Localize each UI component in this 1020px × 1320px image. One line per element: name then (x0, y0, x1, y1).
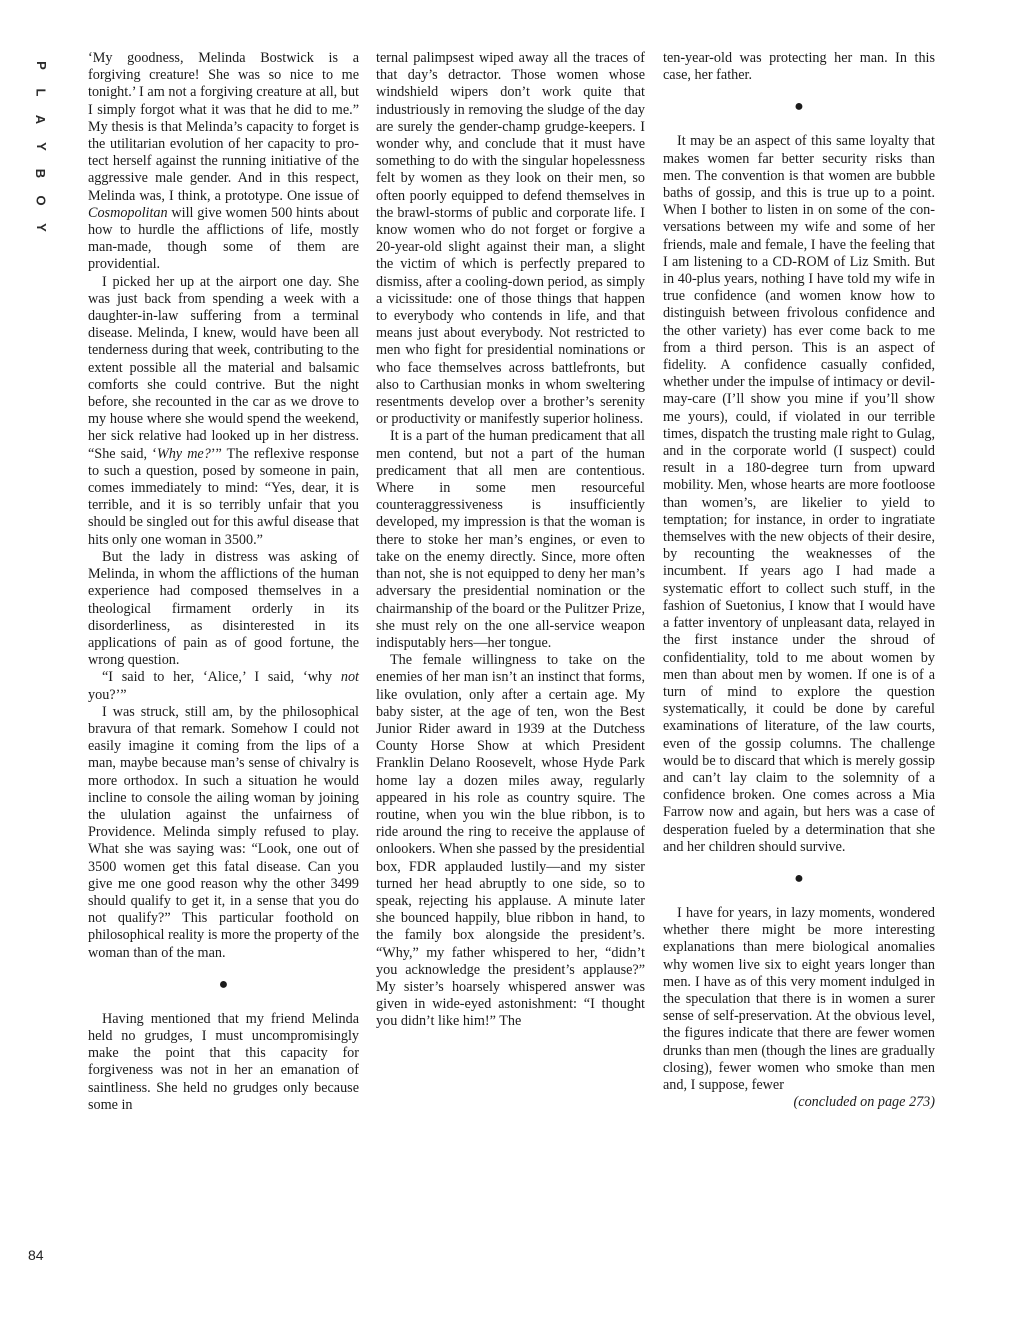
masthead-letter: A (33, 114, 49, 125)
paragraph: It is a part of the human predicament that all men contend, but not a part of the human predicament that all men are contentious. Where in some men resourceful counteraggressiveness is insufficiently developed, my impression is that the woman is there to stoke her man’s engines, or even to take on the enemy directly. Since, more often than not, she is not equipped to deny her man’s adversary the presidential nomination or the chairmanship of the board or the Pulitzer Prize, she must rely on the one all-service weapon indisputably hers—her tongue. (376, 428, 645, 651)
paragraph: ternal palimpsest wiped away all the traces of that day’s detractor. Those women whose windshield wipers don’t work quite that industriously in removing the sludge of the day are surely the gender-champ grudge-keepers. I wonder why, and conclude that it must have something to do with the singular hopelessness felt by women as they look on their men, so often poorly equipped to defend themselves in the brawl-storms of public and corporate life. I know women who do not forget or forgive a 20-year-old slight against their man, a slight the victim of which is perfectly prepared to dismiss, after a cooling-down period, as simply a vicissitude: one of those things that happen to everybody who contends in life, and that means just about everybody. Not restricted to men who fight for presidential nominations or who face themselves across battlefronts, but also to Carthusian monks in whom sweltering resentments develop over a brother’s serenity or productivity or manifestly superior holiness. (376, 50, 645, 428)
text-column-2 (376, 50, 645, 1031)
paragraph: ten-year-old was protecting her man. In this case, her father. (663, 50, 935, 84)
playboy-masthead (28, 52, 54, 241)
paragraph: I was struck, still am, by the philosophical bravura of that remark. Somehow I could not easily imagine it coming from the lips of a man, maybe because man’s sense of chivalry is more orthodox. In such a situation he would incline to console the ailing woman by joining the ululation against the unfairness of Providence. Melinda simply refused to play. What she was saying was: “Look, one out of 3500 women get this fatal disease. Can you give me one good reason why the other 3499 should qualify to get it, in a sense that you do not qualify?” This particular foothold on philosophical reality is more the property of the woman than of the man. (88, 703, 359, 961)
text-column-3 (663, 50, 935, 1111)
masthead-letter: O (33, 195, 49, 206)
paragraph: But the lady in distress was asking of Melinda, in whom the afflictions of the human experience had composed themselves in a theological firmament orderly in its disorderliness, as disinterested in its applications of pain as of good fortune, the wrong question. (88, 548, 359, 669)
paragraph: The female willingness to take on the enemies of her man isn’t an instinct that forms, like ovulation, only after a certain age. My baby sister, at the age of ten, won the Best Junior Rider award in 1939 at the Dutchess County Horse Show at which President Franklin Delano Roosevelt, whose Hyde Park home lay a dozen miles away, regularly appeared in his role as country squire. The routine, when you win the blue ribbon, is to ride around the ring to receive the applause of onlookers. When she passed by the presidential box, FDR applauded lustily—and my sister turned her head abruptly to one side, so to speak, rejecting his applause. A minute later she bounced happily, blue ribbon in hand, to the family box alongside the president’s. “Why,” my father whispered to her, “didn’t you acknowledge the president’s applause?” My sister’s hoarsely whispered answer was given in wide-eyed astonishment: “I thought you didn’t like him!” The (376, 652, 645, 1030)
paragraph: I have for years, in lazy moments, wondered whether there might be more interesting explanations than mere biological anomalies why women live six to eight years longer than men. I have as of this very moment indulged in the speculation that there is in women a surer sense of self-preservation. At the obvious level, the figures indicate that there are fewer women drunks than men (though the lines are gradually closing), fewer women who smoke than men and, I suppose, fewer (663, 904, 935, 1093)
paragraph (88, 50, 359, 274)
text-run: will give women 500 hints about how to hurdle the afflictions of life, mostly man-made, though some of them are providential. (88, 204, 359, 273)
emphasis: not (340, 669, 359, 686)
paragraph: It may be an aspect of this same loyalty that makes women far better security risks than men. The convention is that women are bubble baths of gossip, and this is true up to a point. When I bother to listen in on some of the conversations between my wife and some of her friends, male and female, I have the feeling that I am listening to a CD-ROM of Liz Smith. But in 40-plus years, nothing I have told my wife in true confidence (and women know how to distinguish between frivolous confidence and the other variety) has ever come back to me from a third person. This is an aspect of fidelity. A confidence casually confided, whether under the impulse of intimacy or devil-may-care (I’ll show you mine if you’ll show me yours), could, if violated in our terrible times, dispatch the trusting male right to Gulag, and in the corporate world (I suspect) could result in a 180-degree turn from upward mobility. Men, whose hearts are more footloose than women’s, are likelier to yield to temptation; for instance, in order to ingratiate themselves with the new objects of their desire, by recounting the weaknesses of the incumbent. If years ago I had made a systematic effort to collect such stuff, in the fashion of Suetonius, I know that I would have a fatter inventory of unpleasant data, relayed in the first instance under the shroud of confidentiality, told to me about women by men than about men by women. If one is of a turn of mind to explore the question systematically, it could be done by careful examinations of literature, of the law courts, even of the gossip columns. The challenge would be to discard that which is merely gossip and can’t lay claim to the solemnity of a confidence broken. One comes across a Mia Farrow now and again, but hers was a case of desperation fueled by a determination that she and her children should survive. (663, 133, 935, 855)
section-break-bullet: ● (794, 869, 804, 887)
text-run: ’” The reflexive response to such a question, posed by someone in pain, comes immediately to mind: “Yes, dear, it is terrible, and it is so terribly unfair that you should be singled out for this awful disease that hits only one woman in 3500.” (88, 445, 359, 548)
masthead-letter: Y (33, 223, 49, 232)
paragraph (88, 274, 359, 549)
text-column-1 (88, 50, 359, 1114)
text-run: ‘My goodness, Melinda Bostwick is a forgiving creature! She was so nice to me tonight.’ I am not a forgiving creature at all, but I simply forgot what it was that he did to me.” My thesis is that Melinda’s capacity to forget is the utilitarian evolution of her capacity to protect herself against the running initiative of the aggressive male gender. And in this respect, Melinda was, I think, a prototype. One issue of (88, 50, 359, 204)
masthead-letter: P (33, 61, 49, 70)
text-run: I picked her up at the airport one day. She was just back from spending a week with a daughter-in-law suffering from a terminal disease. Melinda, I knew, would have been all tenderness during that week, contributing to the extent possible all the material and balsamic comforts she could contrive. But the night before, she recounted in the car as we drove to my house where she would spend the weekend, her sick relative had looked up in her distress. “She said, ‘ (88, 273, 359, 462)
section-break-bullet: ● (794, 98, 804, 116)
section-break-bullet: ● (218, 975, 229, 993)
magazine-title: Cosmopolitan (88, 204, 168, 221)
paragraph: Having mentioned that my friend Melinda held no grudges, I must uncompromisingly make the point that this capacity for forgiveness was not in her an emanation of saintliness. She held no grudges only because some in (88, 1010, 359, 1113)
page-number: 84 (28, 1247, 44, 1263)
text-run: you?’” (88, 686, 127, 703)
emphasis: Why me? (156, 445, 211, 462)
paragraph (88, 669, 359, 703)
masthead-letter: B (33, 168, 49, 179)
masthead-letter: Y (33, 142, 49, 151)
continuation-note: (concluded on page 273) (793, 1094, 935, 1111)
text-run: “I said to her, ‘Alice,’ I said, ‘why (102, 669, 341, 686)
masthead-letter: L (33, 88, 49, 97)
